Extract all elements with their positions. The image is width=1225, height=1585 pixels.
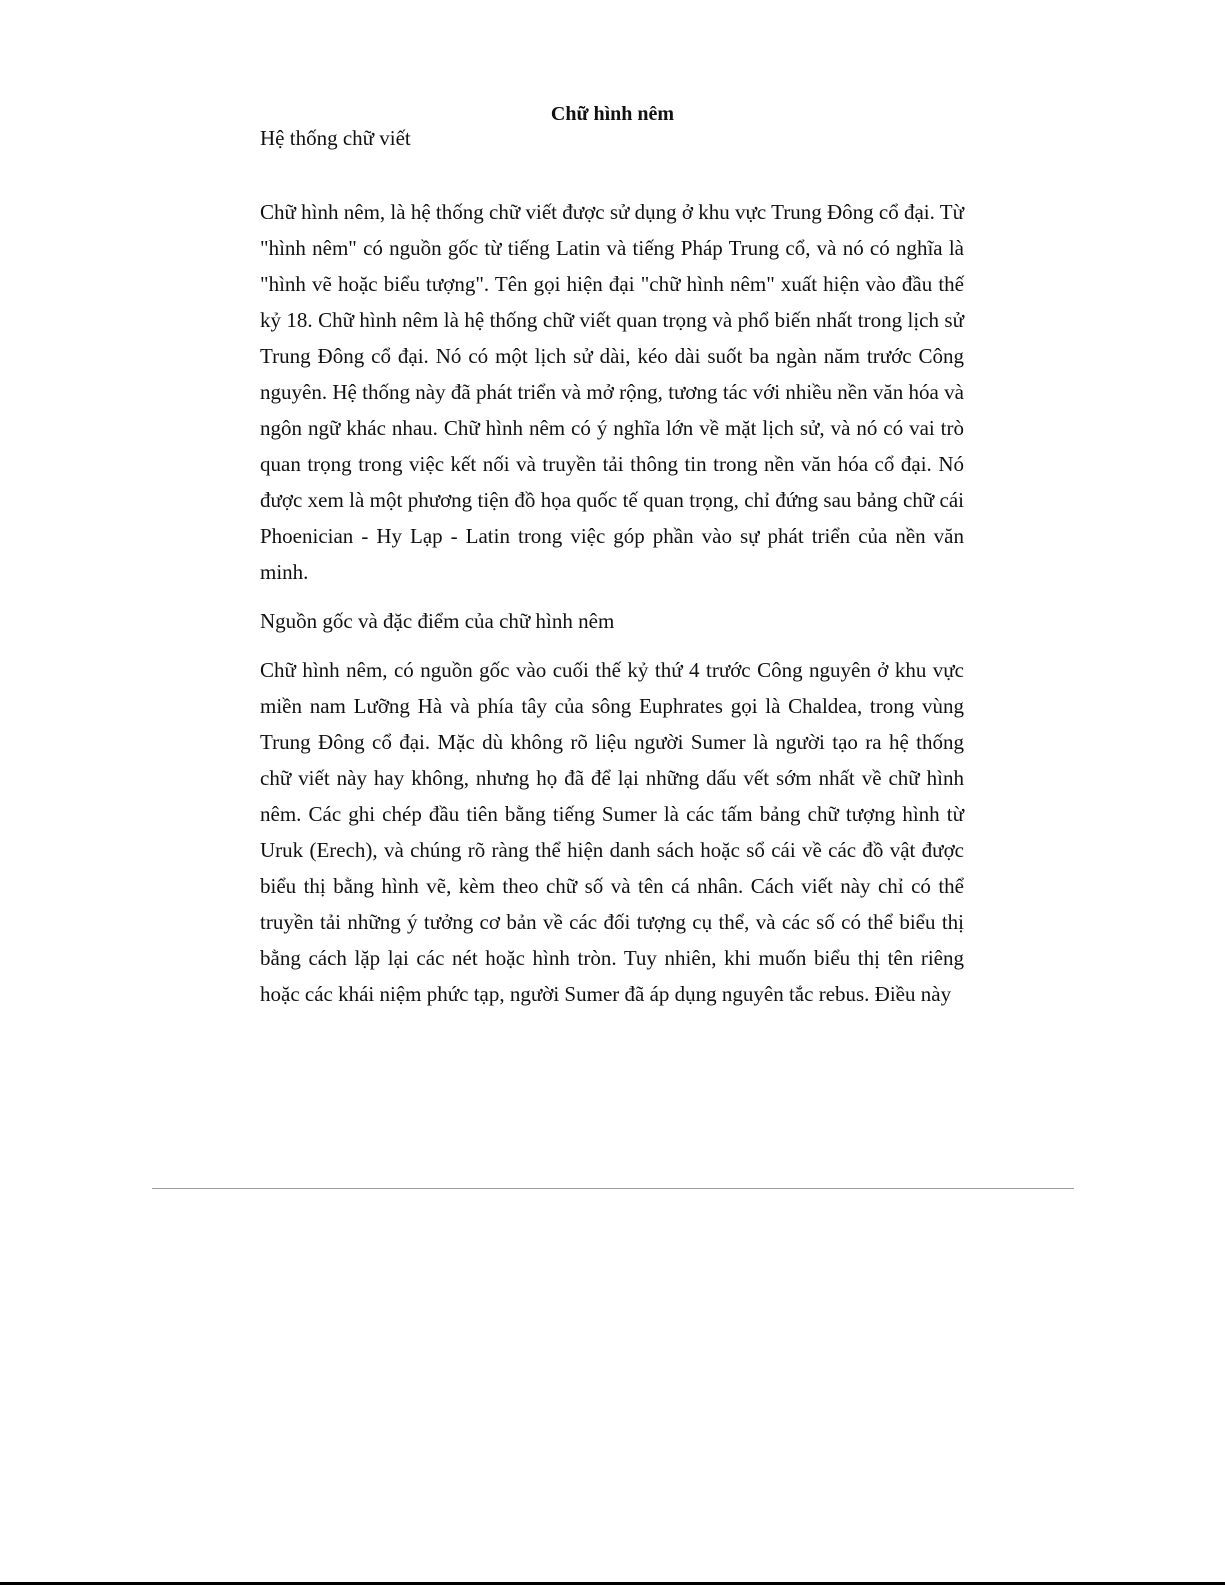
paragraph-intro: Chữ hình nêm, là hệ thống chữ viết được sử dụng ở khu vực Trung Đông cổ đại. Từ "hình nêm" có nguồn gốc từ tiếng Latin và tiếng Pháp Trung cổ, và nó có nghĩa là "hình vẽ hoặc biểu tượng". Tên gọi hiện đại "chữ hình nêm" xuất hiện vào đầu thế kỷ 18. Chữ hình nêm là hệ thống chữ viết quan trọng và phổ biến nhất trong lịch sử Trung Đông cổ đại. Nó có một lịch sử dài, kéo dài suốt ba ngàn năm trước Công nguyên. Hệ thống này đã phát triển và mở rộng, tương tác với nhiều nền văn hóa và ngôn ngữ khác nhau. Chữ hình nêm có ý nghĩa lớn về mặt lịch sử, và nó có vai trò quan trọng trong việc kết nối và truyền tải thông tin trong nền văn hóa cổ đại. Nó được xem là một phương tiện đồ họa quốc tế quan trọng, chỉ đứng sau bảng chữ cái Phoenician - Hy Lạp - Latin trong việc góp phần vào sự phát triển của nền văn minh. — [260, 200, 964, 584]
section-heading-origin: Nguồn gốc và đặc điểm của chữ hình nêm — [260, 609, 615, 633]
document-body — [260, 124, 964, 1012]
page-divider — [152, 1188, 1074, 1189]
document-subtitle: Hệ thống chữ viết — [260, 126, 411, 150]
document-title: Chữ hình nêm — [550, 103, 675, 125]
paragraph-origin: Chữ hình nêm, có nguồn gốc vào cuối thế kỷ thứ 4 trước Công nguyên ở khu vực miền nam Lưỡng Hà và phía tây của sông Euphrates gọi là Chaldea, trong vùng Trung Đông cổ đại. Mặc dù không rõ liệu người Sumer là người tạo ra hệ thống chữ viết này hay không, nhưng họ đã để lại những dấu vết sớm nhất về chữ hình nêm. Các ghi chép đầu tiên bằng tiếng Sumer là các tấm bảng chữ tượng hình từ Uruk (Erech), và chúng rõ ràng thể hiện danh sách hoặc sổ cái về các đồ vật được biểu thị bằng hình vẽ, kèm theo chữ số và tên cá nhân. Cách viết này chỉ có thể truyền tải những ý tưởng cơ bản về các đối tượng cụ thể, và các số có thể biểu thị bằng cách lặp lại các nét hoặc hình tròn. Tuy nhiên, khi muốn biểu thị tên riêng hoặc các khái niệm phức tạp, người Sumer đã áp dụng nguyên tắc rebus. Điều này — [260, 658, 964, 1006]
